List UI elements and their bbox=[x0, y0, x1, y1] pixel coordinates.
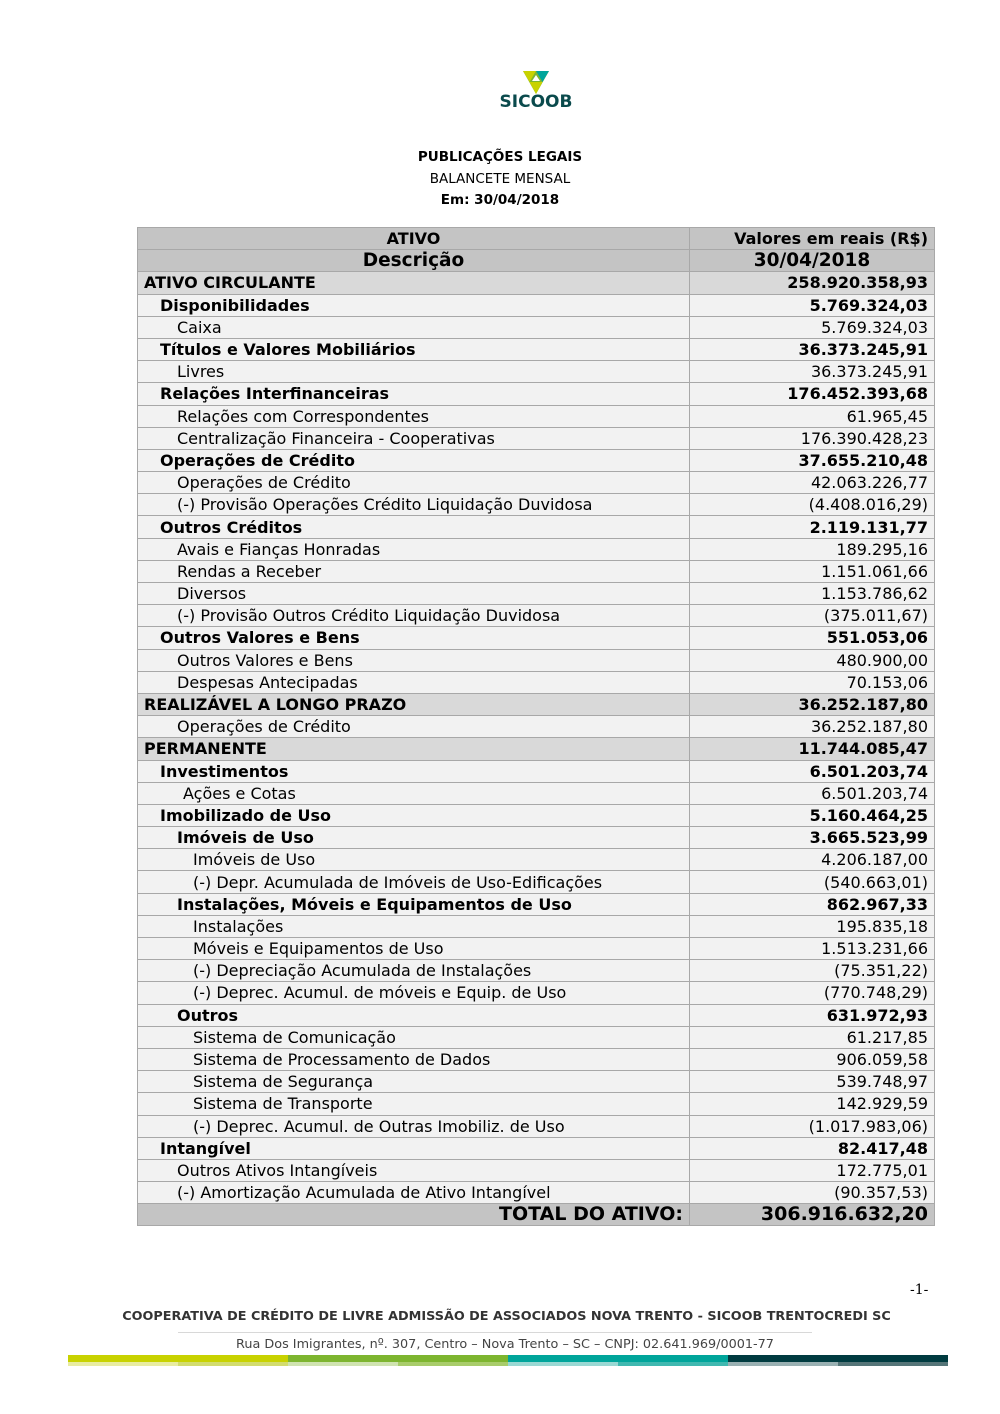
row-value: (90.357,53) bbox=[690, 1182, 935, 1204]
row-value: 5.769.324,03 bbox=[690, 294, 935, 316]
row-label: Despesas Antecipadas bbox=[138, 671, 690, 693]
row-value: (4.408.016,29) bbox=[690, 494, 935, 516]
table-row bbox=[138, 427, 935, 449]
row-value: 5.769.324,03 bbox=[690, 316, 935, 338]
row-label: Títulos e Valores Mobiliários bbox=[138, 338, 690, 360]
table-row bbox=[138, 1182, 935, 1204]
color-bar-segment bbox=[618, 1355, 728, 1366]
total-value: 306.916.632,20 bbox=[690, 1204, 935, 1226]
document-date: Em: 30/04/2018 bbox=[440, 192, 560, 208]
table-row bbox=[138, 560, 935, 582]
row-label: Imóveis de Uso bbox=[138, 849, 690, 871]
row-value: 1.153.786,62 bbox=[690, 583, 935, 605]
row-value: 82.417,48 bbox=[690, 1137, 935, 1159]
row-label: (-) Provisão Outros Crédito Liquidação Duvidosa bbox=[138, 605, 690, 627]
row-label: REALIZÁVEL A LONGO PRAZO bbox=[138, 693, 690, 715]
table-row bbox=[138, 849, 935, 871]
document-title: PUBLICAÇÕES LEGAIS bbox=[417, 149, 583, 165]
color-bar-segment bbox=[398, 1355, 508, 1366]
row-label: Outros Créditos bbox=[138, 516, 690, 538]
document-subtitle: BALANCETE MENSAL bbox=[429, 171, 571, 187]
row-label: Instalações, Móveis e Equipamentos de Uso bbox=[138, 893, 690, 915]
table-row bbox=[138, 338, 935, 360]
table-row bbox=[138, 716, 935, 738]
row-label: (-) Amortização Acumulada de Ativo Intangível bbox=[138, 1182, 690, 1204]
table-row bbox=[138, 627, 935, 649]
row-value: 551.053,06 bbox=[690, 627, 935, 649]
row-value: 36.373.245,91 bbox=[690, 338, 935, 360]
table-row bbox=[138, 649, 935, 671]
table-row bbox=[138, 893, 935, 915]
row-label: (-) Deprec. Acumul. de Outras Imobiliz. de Uso bbox=[138, 1115, 690, 1137]
row-label: Outros Valores e Bens bbox=[138, 649, 690, 671]
table-row bbox=[138, 605, 935, 627]
row-value: 6.501.203,74 bbox=[690, 782, 935, 804]
row-value: 11.744.085,47 bbox=[690, 738, 935, 760]
row-value: (770.748,29) bbox=[690, 982, 935, 1004]
row-value: 480.900,00 bbox=[690, 649, 935, 671]
color-bar-segment bbox=[68, 1355, 178, 1366]
table-row bbox=[138, 915, 935, 937]
row-value: 176.452.393,68 bbox=[690, 383, 935, 405]
row-value: 906.059,58 bbox=[690, 1048, 935, 1070]
row-label: Ações e Cotas bbox=[138, 782, 690, 804]
row-value: 539.748,97 bbox=[690, 1071, 935, 1093]
footer-divider bbox=[178, 1332, 812, 1333]
row-value: 36.252.187,80 bbox=[690, 693, 935, 715]
row-label: Sistema de Segurança bbox=[138, 1071, 690, 1093]
row-label: Outros bbox=[138, 1004, 690, 1026]
row-value: (1.017.983,06) bbox=[690, 1115, 935, 1137]
page-number: -1- bbox=[910, 1282, 929, 1298]
row-value: 189.295,16 bbox=[690, 538, 935, 560]
row-label: Diversos bbox=[138, 583, 690, 605]
table-row bbox=[138, 516, 935, 538]
row-value: 70.153,06 bbox=[690, 671, 935, 693]
total-row bbox=[138, 1204, 935, 1226]
row-value: 3.665.523,99 bbox=[690, 827, 935, 849]
table-row bbox=[138, 693, 935, 715]
row-label: Caixa bbox=[138, 316, 690, 338]
row-value: 862.967,33 bbox=[690, 893, 935, 915]
sicoob-logo bbox=[496, 68, 576, 116]
table-row bbox=[138, 1004, 935, 1026]
row-label: Relações com Correspondentes bbox=[138, 405, 690, 427]
table-row bbox=[138, 538, 935, 560]
table-row bbox=[138, 982, 935, 1004]
table-row bbox=[138, 294, 935, 316]
row-label: Imobilizado de Uso bbox=[138, 804, 690, 826]
row-value: 258.920.358,93 bbox=[690, 272, 935, 294]
row-label: ATIVO CIRCULANTE bbox=[138, 272, 690, 294]
row-label: Avais e Fianças Honradas bbox=[138, 538, 690, 560]
table-row bbox=[138, 1093, 935, 1115]
row-value: 36.373.245,91 bbox=[690, 361, 935, 383]
cooperative-address: Rua Dos Imigrantes, nº. 307, Centro – Nova Trento – SC – CNPJ: 02.641.969/0001-77 bbox=[236, 1337, 774, 1352]
table-row bbox=[138, 583, 935, 605]
logo-text: SICOOB bbox=[499, 92, 573, 112]
row-value: 631.972,93 bbox=[690, 1004, 935, 1026]
row-value: 42.063.226,77 bbox=[690, 472, 935, 494]
table-row bbox=[138, 1115, 935, 1137]
table-row bbox=[138, 383, 935, 405]
row-label: Outros Valores e Bens bbox=[138, 627, 690, 649]
header-valores: Valores em reais (R$) bbox=[690, 228, 935, 250]
color-bar-segment bbox=[288, 1355, 398, 1366]
row-value: 2.119.131,77 bbox=[690, 516, 935, 538]
table-row bbox=[138, 316, 935, 338]
cooperative-name: COOPERATIVA DE CRÉDITO DE LIVRE ADMISSÃO DE ASSOCIADOS NOVA TRENTO - SICOOB TRENTOCREDI SC bbox=[122, 1309, 891, 1324]
row-value: 37.655.210,48 bbox=[690, 449, 935, 471]
row-label: Relações Interfinanceiras bbox=[138, 383, 690, 405]
header-descricao: Descrição bbox=[138, 250, 690, 272]
row-value: 36.252.187,80 bbox=[690, 716, 935, 738]
row-label: Disponibilidades bbox=[138, 294, 690, 316]
row-label: Investimentos bbox=[138, 760, 690, 782]
table-row bbox=[138, 472, 935, 494]
row-label: Intangível bbox=[138, 1137, 690, 1159]
row-label: Sistema de Comunicação bbox=[138, 1026, 690, 1048]
table-row bbox=[138, 760, 935, 782]
table-row bbox=[138, 405, 935, 427]
row-value: 142.929,59 bbox=[690, 1093, 935, 1115]
row-label: Móveis e Equipamentos de Uso bbox=[138, 938, 690, 960]
header-ativo: ATIVO bbox=[138, 228, 690, 250]
row-label: (-) Depreciação Acumulada de Instalações bbox=[138, 960, 690, 982]
table-header-row bbox=[138, 228, 935, 250]
balance-table bbox=[137, 227, 935, 1226]
row-label: Operações de Crédito bbox=[138, 716, 690, 738]
row-value: 195.835,18 bbox=[690, 915, 935, 937]
table-row bbox=[138, 272, 935, 294]
table-row bbox=[138, 938, 935, 960]
table-row bbox=[138, 1159, 935, 1181]
row-value: 4.206.187,00 bbox=[690, 849, 935, 871]
row-label: Outros Ativos Intangíveis bbox=[138, 1159, 690, 1181]
row-label: Livres bbox=[138, 361, 690, 383]
row-label: Instalações bbox=[138, 915, 690, 937]
row-value: 61.965,45 bbox=[690, 405, 935, 427]
row-value: 6.501.203,74 bbox=[690, 760, 935, 782]
row-value: 1.151.061,66 bbox=[690, 560, 935, 582]
table-row bbox=[138, 361, 935, 383]
row-value: 61.217,85 bbox=[690, 1026, 935, 1048]
row-label: (-) Provisão Operações Crédito Liquidação Duvidosa bbox=[138, 494, 690, 516]
row-value: 5.160.464,25 bbox=[690, 804, 935, 826]
table-row bbox=[138, 1137, 935, 1159]
footer-color-bar bbox=[68, 1355, 948, 1366]
table-row bbox=[138, 782, 935, 804]
color-bar-segment bbox=[838, 1355, 948, 1366]
table-row bbox=[138, 1048, 935, 1070]
color-bar-segment bbox=[728, 1355, 838, 1366]
row-value: 172.775,01 bbox=[690, 1159, 935, 1181]
total-label: TOTAL DO ATIVO: bbox=[138, 1204, 690, 1226]
row-label: Operações de Crédito bbox=[138, 472, 690, 494]
row-label: Rendas a Receber bbox=[138, 560, 690, 582]
table-row bbox=[138, 738, 935, 760]
row-value: 1.513.231,66 bbox=[690, 938, 935, 960]
color-bar-segment bbox=[178, 1355, 288, 1366]
row-label: Operações de Crédito bbox=[138, 449, 690, 471]
row-value: (540.663,01) bbox=[690, 871, 935, 893]
header-date: 30/04/2018 bbox=[690, 250, 935, 272]
table-row bbox=[138, 827, 935, 849]
row-label: Sistema de Processamento de Dados bbox=[138, 1048, 690, 1070]
row-value: (375.011,67) bbox=[690, 605, 935, 627]
table-row bbox=[138, 1026, 935, 1048]
row-label: Centralização Financeira - Cooperativas bbox=[138, 427, 690, 449]
table-row bbox=[138, 671, 935, 693]
table-row bbox=[138, 449, 935, 471]
table-subheader-row bbox=[138, 250, 935, 272]
row-value: (75.351,22) bbox=[690, 960, 935, 982]
row-label: (-) Deprec. Acumul. de móveis e Equip. de Uso bbox=[138, 982, 690, 1004]
row-label: (-) Depr. Acumulada de Imóveis de Uso-Edificações bbox=[138, 871, 690, 893]
row-label: Sistema de Transporte bbox=[138, 1093, 690, 1115]
table-row bbox=[138, 494, 935, 516]
table-row bbox=[138, 871, 935, 893]
row-label: PERMANENTE bbox=[138, 738, 690, 760]
table-row bbox=[138, 1071, 935, 1093]
row-label: Imóveis de Uso bbox=[138, 827, 690, 849]
table-row bbox=[138, 804, 935, 826]
color-bar-segment bbox=[508, 1355, 618, 1366]
row-value: 176.390.428,23 bbox=[690, 427, 935, 449]
table-row bbox=[138, 960, 935, 982]
